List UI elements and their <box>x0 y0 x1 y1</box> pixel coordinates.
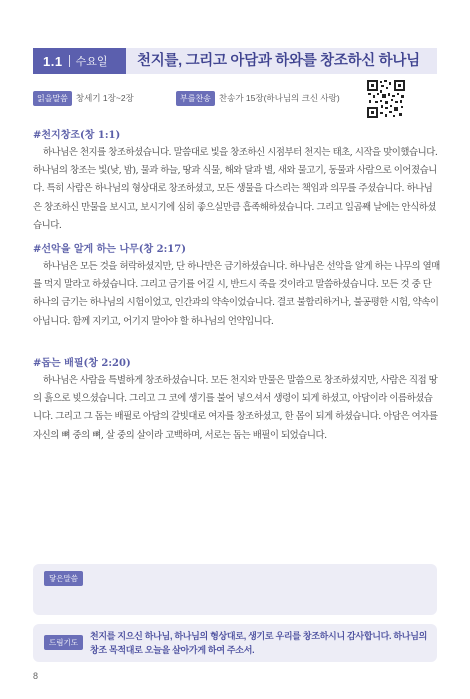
section-body: 하나님은 천지를 창조하셨습니다. 말씀대로 빛을 창조하신 시점부터 천지는 태초, 시작을 맞이했습니다. 하나님의 창조는 빛(낮, 밤), 물과 하늘, 땅과 식물, 해와 달과 별, 새와 물고기, 동물과 사람으로 이어졌습니다. 특히 사람은 하나님의 형상대로 창조하셨고, 모든 생물을 다스리는 책임과 의무를 주셨습니다. 하나님은 창조하신 만물을 보시고, 보시기에 심히 좋으실만큼 흡족해하셨습니다. 그리고 일곱째 날에는 안식하셨습니다. <box>33 147 438 231</box>
section-heading: #돕는 배필(창 2:20) <box>33 358 131 369</box>
prayer-label: 드림기도 <box>44 635 83 650</box>
reading-label: 읽을말씀 <box>33 91 72 106</box>
qr-code-icon[interactable] <box>366 79 406 119</box>
reading-meta <box>33 91 134 105</box>
reflection-label: 닿은말씀 <box>44 571 83 586</box>
section-creation <box>33 126 441 235</box>
hymn-value: 찬송가 15장(하나님의 크신 사랑) <box>218 93 340 103</box>
section-body: 하나님은 사람을 특별하게 창조하셨습니다. 모든 천지와 만물은 말씀으로 창조하셨지만, 사람은 직접 땅의 흙으로 빚으셨습니다. 그리고 그 코에 생기를 불어 넣으셔서 생령이 되게 하셨고, 아담이라 이름하셨습니다. 그리고 그 돕는 배필로 아담의 갈빗대로 여자를 창조하셨고, 한 몸이 되게 하셨습니다. 아담은 여자를 자신의 뼈 중의 뼈, 살 중의 살이라 고백하며, 서로는 돕는 배필이 되었습니다. <box>33 375 438 441</box>
section-body: 하나님은 모든 것을 허락하셨지만, 단 하나만은 금기하셨습니다. 하나님은 선악을 알게 하는 나무의 열매를 먹지 말라고 하셨습니다. 그리고 금기를 어길 시, 반드시 죽을 것이라고 말씀하셨습니다. 모든 것 중 단 하나의 금기는 하나님의 시험이었고, 인간과의 약속이었습니다. 결코 불합리하거나, 불공평한 시험, 약속이 아닙니다. 함께 지키고, 어기지 말아야 할 하나님의 언약입니다. <box>33 261 440 327</box>
section-tree <box>33 240 441 331</box>
prayer-text: 천지를 지으신 하나님, 하나님의 형상대로, 생기로 우리를 창조하시니 감사합니다. 하나님의 창조 목적대로 오늘을 살아가게 하여 주소서. <box>90 631 427 655</box>
section-heading: #선악을 알게 하는 나무(창 2:17) <box>33 244 186 255</box>
page-number: 8 <box>33 671 39 681</box>
day-name: 수요일 <box>75 56 108 68</box>
day-separator <box>69 55 70 67</box>
day-number: 1.1 <box>43 53 63 69</box>
hymn-label: 부를찬송 <box>176 91 215 106</box>
prayer-box <box>33 624 437 662</box>
section-heading: #천지창조(창 1:1) <box>33 130 121 141</box>
hymn-meta <box>176 91 340 105</box>
reading-value: 창세기 1장~2장 <box>75 93 134 103</box>
page-title: 천지를, 그리고 아담과 하와를 창조하신 하나님 <box>137 53 420 69</box>
reflection-box[interactable] <box>33 564 437 615</box>
day-header <box>33 48 437 74</box>
section-helper <box>33 354 441 445</box>
day-tag <box>33 48 126 74</box>
